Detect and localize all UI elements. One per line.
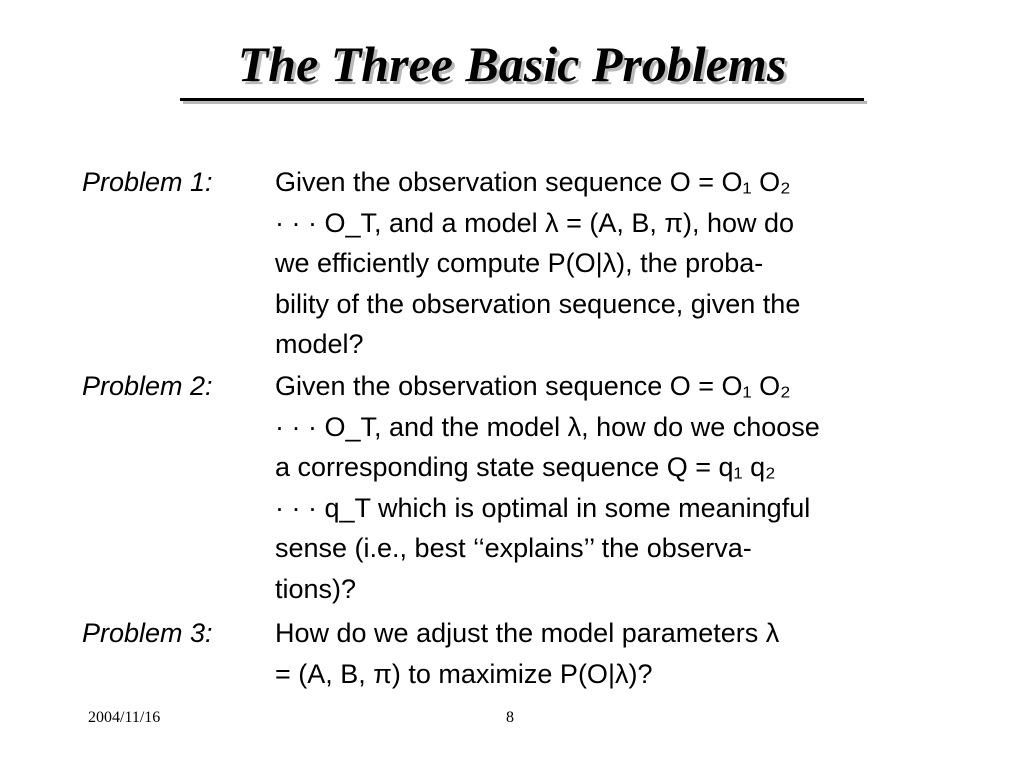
- problem-label: Problem 2:: [82, 371, 213, 401]
- problem-line: Given the observation sequence O = O₁ O₂: [275, 167, 791, 197]
- problem-line: How do we adjust the model parameters λ: [275, 618, 780, 648]
- title-underline: [180, 98, 864, 101]
- page-number: 8: [506, 709, 514, 726]
- problem-line: · · · q_T which is optimal in some meaningful: [275, 492, 811, 523]
- problem-line: a corresponding state sequence Q = q₁ q₂: [275, 452, 776, 482]
- problem-label: Problem 1:: [82, 167, 213, 197]
- problem-text: [275, 366, 943, 609]
- problem-line: Given the observation sequence O = O₁ O₂: [275, 371, 791, 401]
- problem-line: model?: [275, 329, 364, 359]
- problem-line: · · · O_T, and the model λ, how do we choose: [275, 411, 820, 442]
- problem-line: · · · O_T, and a model λ = (A, B, π), how do: [275, 207, 795, 238]
- problem-line: = (A, B, π) to maximize P(O|λ)?: [275, 658, 653, 689]
- footer-date: 2004/11/16: [88, 709, 161, 726]
- problem-line: we efficiently compute P(O|λ), the proba-: [275, 248, 764, 278]
- problem-text: [275, 613, 943, 694]
- slide-title: The Three Basic Problems: [237, 36, 787, 92]
- problem-line: sense (i.e., best ‘‘explains’’ the observa-: [275, 533, 752, 563]
- problem-line: bility of the observation sequence, given the: [275, 288, 801, 319]
- problem-label: Problem 3:: [82, 618, 213, 648]
- problem-line: tions)?: [275, 573, 357, 604]
- problem-text: [275, 162, 943, 365]
